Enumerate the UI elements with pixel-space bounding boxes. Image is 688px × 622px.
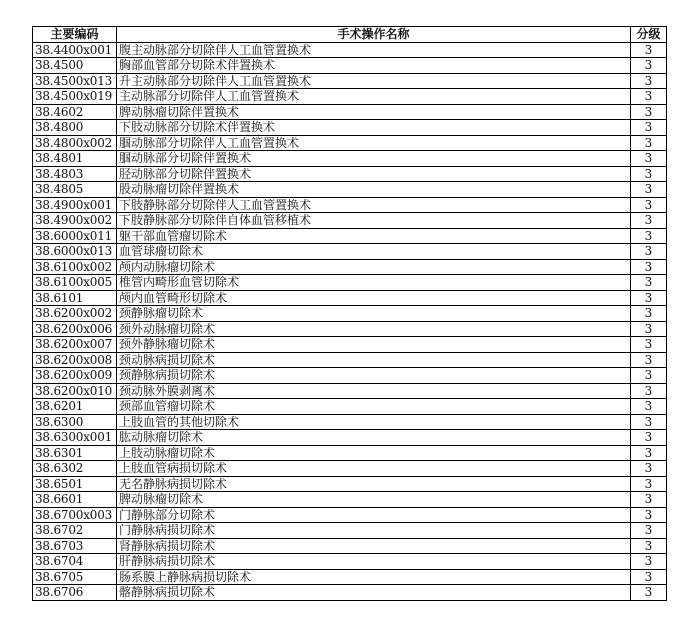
table-row xyxy=(33,383,667,399)
cell-grade: 3 xyxy=(631,414,667,430)
cell-code: 38.6301 xyxy=(33,445,117,461)
cell-grade: 3 xyxy=(631,259,667,275)
table-row xyxy=(33,73,667,89)
cell-code: 38.4500x019 xyxy=(33,89,117,105)
cell-procedure-name: 脾动脉瘤切除术 xyxy=(117,492,631,508)
cell-procedure-name: 肝静脉病损切除术 xyxy=(117,554,631,570)
cell-grade: 3 xyxy=(631,430,667,446)
cell-grade: 3 xyxy=(631,445,667,461)
cell-code: 38.4602 xyxy=(33,104,117,120)
cell-grade: 3 xyxy=(631,104,667,120)
cell-procedure-name: 颈外静脉瘤切除术 xyxy=(117,337,631,353)
cell-procedure-name: 主动脉部分切除伴人工血管置换术 xyxy=(117,89,631,105)
table-row xyxy=(33,228,667,244)
cell-grade: 3 xyxy=(631,182,667,198)
cell-code: 38.6200x002 xyxy=(33,306,117,322)
cell-code: 38.6300 xyxy=(33,414,117,430)
table-row xyxy=(33,352,667,368)
table-row xyxy=(33,104,667,120)
cell-code: 38.4801 xyxy=(33,151,117,167)
cell-procedure-name: 升主动脉部分切除伴人工血管置换术 xyxy=(117,73,631,89)
table-row xyxy=(33,337,667,353)
cell-code: 38.6201 xyxy=(33,399,117,415)
cell-grade: 3 xyxy=(631,89,667,105)
cell-procedure-name: 颈动脉外膜剥离术 xyxy=(117,383,631,399)
cell-procedure-name: 躯干部血管瘤切除术 xyxy=(117,228,631,244)
cell-code: 38.6705 xyxy=(33,569,117,585)
cell-grade: 3 xyxy=(631,399,667,415)
cell-code: 38.6200x009 xyxy=(33,368,117,384)
cell-procedure-name: 颅内血管畸形切除术 xyxy=(117,290,631,306)
cell-procedure-name: 胸部血管部分切除术伴置换术 xyxy=(117,58,631,74)
table-row xyxy=(33,58,667,74)
cell-procedure-name: 颈静脉瘤切除术 xyxy=(117,306,631,322)
cell-grade: 3 xyxy=(631,492,667,508)
cell-procedure-name: 腹主动脉部分切除伴人工血管置换术 xyxy=(117,42,631,58)
cell-procedure-name: 髂静脉病损切除术 xyxy=(117,585,631,601)
cell-grade: 3 xyxy=(631,554,667,570)
cell-grade: 3 xyxy=(631,58,667,74)
cell-procedure-name: 下肢动脉部分切除术伴置换术 xyxy=(117,120,631,136)
table-row xyxy=(33,275,667,291)
table-row xyxy=(33,538,667,554)
cell-code: 38.4803 xyxy=(33,166,117,182)
table-row xyxy=(33,166,667,182)
cell-procedure-name: 颅内动脉瘤切除术 xyxy=(117,259,631,275)
cell-grade: 3 xyxy=(631,461,667,477)
table-row xyxy=(33,244,667,260)
table-row xyxy=(33,213,667,229)
cell-grade: 3 xyxy=(631,337,667,353)
cell-grade: 3 xyxy=(631,228,667,244)
header-grade: 分级 xyxy=(631,27,667,43)
cell-procedure-name: 椎管内畸形血管切除术 xyxy=(117,275,631,291)
cell-code: 38.4500 xyxy=(33,58,117,74)
cell-code: 38.6000x013 xyxy=(33,244,117,260)
cell-grade: 3 xyxy=(631,476,667,492)
cell-grade: 3 xyxy=(631,151,667,167)
cell-code: 38.4800 xyxy=(33,120,117,136)
cell-code: 38.6302 xyxy=(33,461,117,477)
cell-procedure-name: 无名静脉病损切除术 xyxy=(117,476,631,492)
cell-grade: 3 xyxy=(631,166,667,182)
cell-grade: 3 xyxy=(631,507,667,523)
table-row xyxy=(33,461,667,477)
cell-procedure-name: 肾静脉病损切除术 xyxy=(117,538,631,554)
cell-procedure-name: 股动脉瘤切除伴置换术 xyxy=(117,182,631,198)
cell-grade: 3 xyxy=(631,321,667,337)
cell-code: 38.4500x013 xyxy=(33,73,117,89)
cell-code: 38.6700x003 xyxy=(33,507,117,523)
cell-code: 38.4900x001 xyxy=(33,197,117,213)
cell-grade: 3 xyxy=(631,73,667,89)
cell-procedure-name: 上肢血管病损切除术 xyxy=(117,461,631,477)
cell-grade: 3 xyxy=(631,306,667,322)
table-row xyxy=(33,523,667,539)
cell-grade: 3 xyxy=(631,368,667,384)
cell-grade: 3 xyxy=(631,290,667,306)
table-row xyxy=(33,259,667,275)
cell-grade: 3 xyxy=(631,42,667,58)
cell-code: 38.6704 xyxy=(33,554,117,570)
table-row xyxy=(33,414,667,430)
cell-code: 38.4900x002 xyxy=(33,213,117,229)
table-row xyxy=(33,290,667,306)
cell-procedure-name: 门静脉部分切除术 xyxy=(117,507,631,523)
cell-grade: 3 xyxy=(631,197,667,213)
cell-procedure-name: 上肢血管的其他切除术 xyxy=(117,414,631,430)
table-row xyxy=(33,554,667,570)
cell-code: 38.4800x002 xyxy=(33,135,117,151)
header-procedure-name: 手术操作名称 xyxy=(117,27,631,43)
cell-procedure-name: 下肢静脉部分切除伴自体血管移植术 xyxy=(117,213,631,229)
cell-code: 38.6703 xyxy=(33,538,117,554)
cell-code: 38.6101 xyxy=(33,290,117,306)
cell-procedure-name: 下肢静脉部分切除伴人工血管置换术 xyxy=(117,197,631,213)
cell-procedure-name: 上肢动脉瘤切除术 xyxy=(117,445,631,461)
cell-grade: 3 xyxy=(631,585,667,601)
cell-code: 38.6200x006 xyxy=(33,321,117,337)
table-header xyxy=(33,27,667,43)
cell-grade: 3 xyxy=(631,213,667,229)
table-row xyxy=(33,445,667,461)
cell-procedure-name: 颈部血管瘤切除术 xyxy=(117,399,631,415)
cell-code: 38.4400x001 xyxy=(33,42,117,58)
cell-procedure-name: 脾动脉瘤切除伴置换术 xyxy=(117,104,631,120)
cell-code: 38.6000x011 xyxy=(33,228,117,244)
cell-procedure-name: 肠系膜上静脉病损切除术 xyxy=(117,569,631,585)
cell-code: 38.6706 xyxy=(33,585,117,601)
cell-grade: 3 xyxy=(631,120,667,136)
table-row xyxy=(33,399,667,415)
table-row xyxy=(33,569,667,585)
table-row xyxy=(33,492,667,508)
cell-grade: 3 xyxy=(631,275,667,291)
table-row xyxy=(33,182,667,198)
header-code: 主要编码 xyxy=(33,27,117,43)
table-row xyxy=(33,585,667,601)
cell-procedure-name: 门静脉病损切除术 xyxy=(117,523,631,539)
cell-procedure-name: 颈动脉病损切除术 xyxy=(117,352,631,368)
table-body xyxy=(33,42,667,600)
table-row xyxy=(33,197,667,213)
cell-code: 38.6200x010 xyxy=(33,383,117,399)
table-row xyxy=(33,151,667,167)
cell-grade: 3 xyxy=(631,244,667,260)
cell-grade: 3 xyxy=(631,538,667,554)
cell-procedure-name: 血管球瘤切除术 xyxy=(117,244,631,260)
procedure-grade-table xyxy=(32,26,667,601)
cell-code: 38.6200x008 xyxy=(33,352,117,368)
cell-code: 38.6702 xyxy=(33,523,117,539)
cell-grade: 3 xyxy=(631,569,667,585)
cell-code: 38.6100x005 xyxy=(33,275,117,291)
table-row xyxy=(33,430,667,446)
cell-code: 38.6200x007 xyxy=(33,337,117,353)
cell-procedure-name: 腘动脉部分切除伴人工血管置换术 xyxy=(117,135,631,151)
table-row xyxy=(33,368,667,384)
table-row xyxy=(33,507,667,523)
cell-procedure-name: 胫动脉部分切除伴置换术 xyxy=(117,166,631,182)
cell-code: 38.6100x002 xyxy=(33,259,117,275)
cell-code: 38.4805 xyxy=(33,182,117,198)
cell-grade: 3 xyxy=(631,383,667,399)
table-row xyxy=(33,321,667,337)
cell-procedure-name: 肱动脉瘤切除术 xyxy=(117,430,631,446)
document-sheet xyxy=(32,26,666,601)
cell-procedure-name: 颈外动脉瘤切除术 xyxy=(117,321,631,337)
cell-procedure-name: 颈静脉病损切除术 xyxy=(117,368,631,384)
cell-code: 38.6501 xyxy=(33,476,117,492)
cell-procedure-name: 腘动脉部分切除伴置换术 xyxy=(117,151,631,167)
table-row xyxy=(33,135,667,151)
cell-grade: 3 xyxy=(631,135,667,151)
table-row xyxy=(33,306,667,322)
cell-code: 38.6601 xyxy=(33,492,117,508)
cell-grade: 3 xyxy=(631,523,667,539)
header-row xyxy=(33,27,667,43)
cell-grade: 3 xyxy=(631,352,667,368)
table-row xyxy=(33,42,667,58)
cell-code: 38.6300x001 xyxy=(33,430,117,446)
table-row xyxy=(33,476,667,492)
table-row xyxy=(33,120,667,136)
table-row xyxy=(33,89,667,105)
